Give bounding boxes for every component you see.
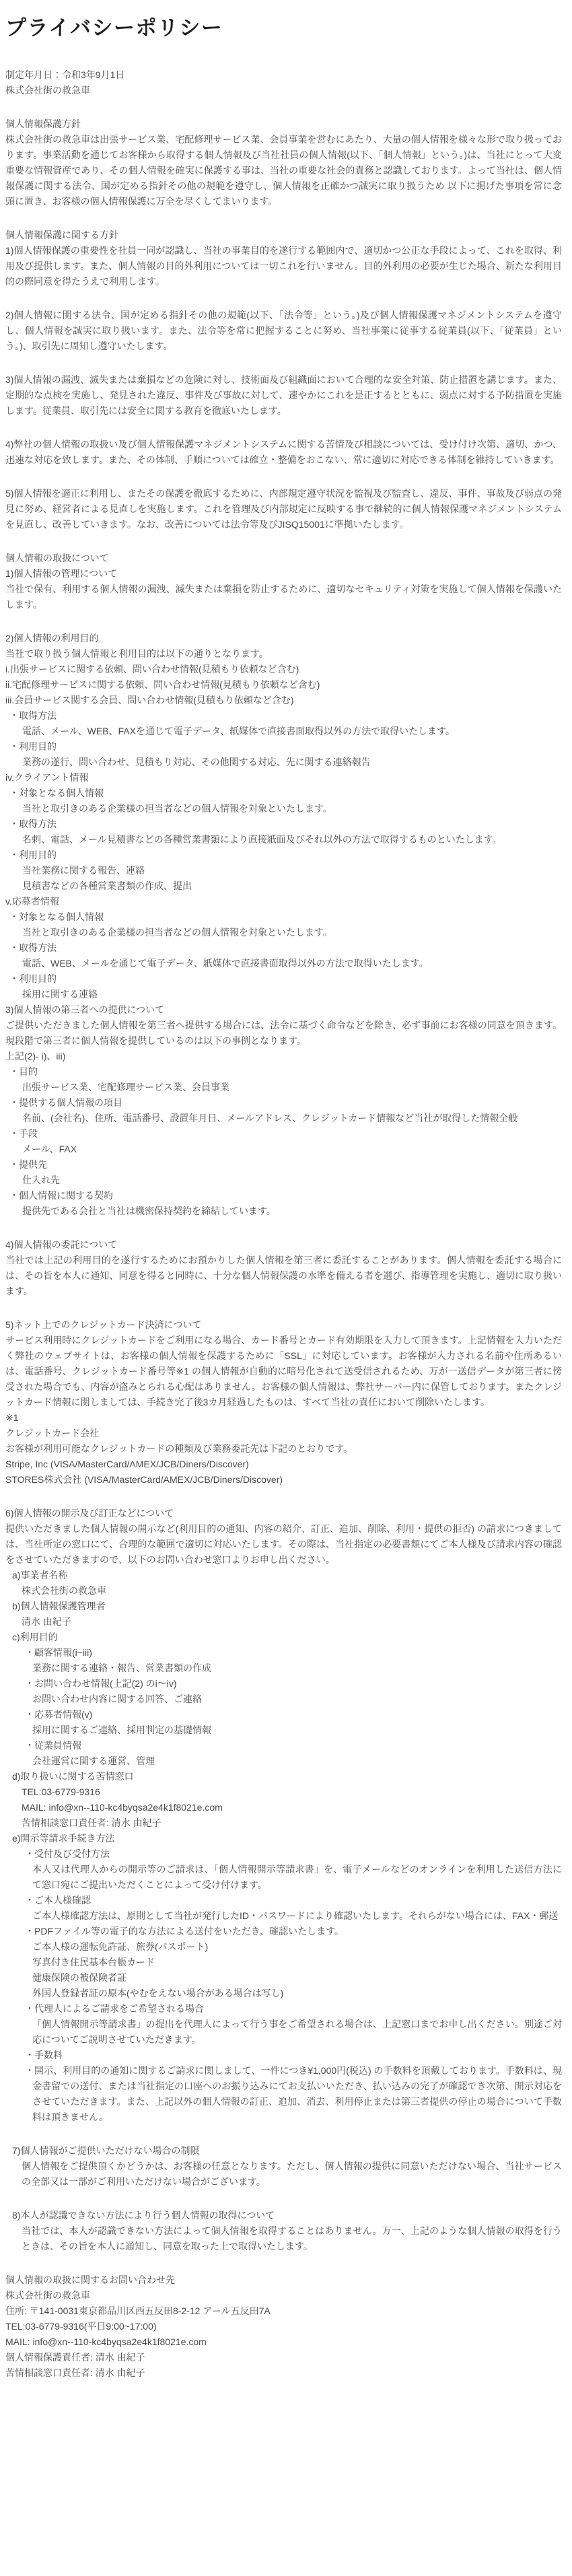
doc-line: ・ご本人様確認 bbox=[25, 1895, 91, 1906]
doc-line: ・取得方法 bbox=[9, 710, 57, 721]
doc-line: クレジットカード会社 bbox=[5, 1428, 100, 1438]
doc-line: お客様が利用可能なクレジットカードの種類及び業務委託先は下記のとおりです。 bbox=[5, 1443, 353, 1454]
paragraph-block bbox=[5, 67, 562, 98]
doc-line: 3)個人情報の第三者への提供について bbox=[5, 1004, 165, 1015]
doc-line: 1)個人情報保護の重要性を社員一同が認識し、当社の事業目的を遂行する範囲内で、適切かつ公正な手段によって、これを取得、利用及び提供します。また、個人情報の目的外利用については一切これを行いません。目的外利用の必要が生じた場合、新たな利用目的の際同意を得たうえで利用します。 bbox=[5, 245, 562, 287]
doc-line: 電話、メール、WEB、FAXを通じて電子データ、紙媒体で直接書面取得以外の方法で取得いたします。 bbox=[22, 726, 455, 736]
doc-line: 外国人登録者証の原本(やむをえない場合がある場合は写し) bbox=[32, 1988, 284, 1998]
doc-line: 当社で保有、利用する個人情報の漏洩、滅失または棄損を防止するために、適切なセキュリティ対策を実施して個人情報を保護いたします。 bbox=[5, 584, 562, 610]
paragraph-block bbox=[5, 1237, 562, 1299]
doc-line: ・従業員情報 bbox=[25, 1740, 81, 1751]
doc-line: ・取得方法 bbox=[9, 942, 57, 953]
doc-line: 提供先である会社と当社は機密保持契約を締結しています。 bbox=[22, 1206, 276, 1216]
doc-line: サービス利用時にクレジットカードをご利用になる場合、カード番号とカード有効期限を入力して頂きます。上記情報を入力いただく弊社のウェブサイトは、お客様の個人情報を保護するために「SSL」に対応しています。お客様が入力される名前や住所あるいは、電話番号、クレジットカード番号等※1 の個人情報が自動的に暗号化されて送受信されるため、万が一送信データが第三者に傍受された場合でも、内容が盗みとられる心配はありません。お客様の個人情報は、弊社サーバー内に保管しております。またクレジットカード情報に関しましては、手続き完了後3カ月経過したものは、すべて当社の責任において削除いたします。 bbox=[5, 1335, 562, 1407]
doc-line: e)開示等請求手続き方法 bbox=[12, 1833, 115, 1844]
paragraph-block bbox=[5, 1317, 562, 1488]
doc-line: 1)個人情報の管理について bbox=[5, 568, 118, 579]
doc-line: i.出張サービスに関する依頼、問い合わせ情報(見積もり依頼など含む) bbox=[5, 664, 299, 674]
paragraph-block bbox=[5, 551, 562, 613]
doc-line: 電話、WEB、メールを通じて電子データ、紙媒体で直接書面取得以外の方法で取得いたします。 bbox=[22, 958, 429, 969]
doc-line: 採用に関する連絡 bbox=[22, 989, 98, 1000]
document-body bbox=[5, 67, 562, 2381]
doc-line: ・利用目的 bbox=[9, 973, 57, 984]
doc-line: 見積書などの各種営業書類の作成、提出 bbox=[22, 880, 192, 891]
doc-line: 8)本人が認識できない方法により行う個人情報の取得について bbox=[12, 2210, 275, 2221]
doc-line: ・開示、利用目的の通知に関するご請求に関しまして、一件につき¥1,000円(税込) の手数料を頂戴しております。手数料は、現金書留での送付、または当社指定の口座へのお振り込みにてお支払いいただき、払い込みの完了が確認でき次第、開示対応をさせていただきます。また、上記以外の個人情報の訂正、追加、消去、利用停止または第三者提供の停止の場合について手数料は頂きません。 bbox=[25, 2065, 562, 2122]
doc-line: ご本人様の運転免許証、旅券(パスポート) bbox=[32, 1941, 209, 1952]
paragraph-block bbox=[5, 486, 562, 532]
paragraph-block bbox=[5, 631, 562, 1219]
doc-line: 苦情相談窓口責任者: 清水 由紀子 bbox=[22, 1817, 162, 1828]
doc-line: 制定年月日：令和3年9月1日 bbox=[5, 69, 125, 80]
doc-line: 株式会社街の救急車 bbox=[5, 2290, 90, 2301]
doc-line: ii.宅配修理サービスに関する依頼、問い合わせ情報(見積もり依頼など含む) bbox=[5, 679, 320, 690]
doc-line: 出張サービス業、宅配修理サービス業、会員事業 bbox=[22, 1082, 229, 1092]
doc-line: 会社運営に関する運営、管理 bbox=[32, 1755, 155, 1766]
doc-line: 写真付き住民基本台帳カード bbox=[32, 1957, 155, 1968]
doc-line: 採用に関するご連絡、採用判定の基礎情報 bbox=[32, 1725, 211, 1735]
doc-line: 業務の遂行、問い合わせ、見積もり対応、その他関する対応、先に関する連絡報告 bbox=[22, 757, 371, 767]
doc-line: ・個人情報に関する契約 bbox=[9, 1190, 113, 1201]
doc-line: ・利用目的 bbox=[9, 741, 57, 752]
doc-line: ご提供いただきました個人情報を第三者へ提供する場合には、法令に基づく命令などを除き、必ず事前にお客様の同意を頂きます。現段階で第三者に個人情報を提供しているのは以下の事例となります。 bbox=[5, 1020, 562, 1046]
doc-line: ・利用目的 bbox=[9, 849, 57, 860]
paragraph-block bbox=[5, 228, 562, 289]
doc-line: 個人情報の取扱について bbox=[5, 553, 109, 563]
doc-line: 当社業務に関する報告、連絡 bbox=[22, 865, 145, 876]
doc-line: TEL:03-6779-9316(平日9:00~17:00) bbox=[5, 2321, 157, 2332]
doc-line: ・取得方法 bbox=[9, 819, 57, 829]
doc-line: 名刺、電話、メール見積書などの各種営業書類により直接紙面及びそれ以外の方法で取得するものといたします。 bbox=[22, 834, 502, 845]
doc-line: 「個人情報開示等請求書」の提出を代理人によって行う事をご希望される場合は、上記窓口までお申し出ください。別途ご対応についてご説明させていただきます。 bbox=[32, 2019, 562, 2045]
doc-line: ・対象となる個人情報 bbox=[9, 788, 104, 798]
doc-line: 株式会社街の救急車 bbox=[22, 1585, 106, 1596]
doc-line: MAIL: info@xn--110-kc4byqsa2e4k1f8021e.com bbox=[5, 2336, 207, 2347]
doc-line: ・応募者情報(v) bbox=[25, 1709, 93, 1720]
doc-line: 個人情報保護方針 bbox=[5, 118, 81, 129]
doc-line: ・PDFファイル等の電子的な方法による送付をいただき、確認いたします。 bbox=[25, 1926, 345, 1937]
doc-line: 苦情相談窓口責任者: 清水 由紀子 bbox=[5, 2367, 145, 2378]
paragraph-block bbox=[5, 2272, 562, 2381]
doc-line: ・目的 bbox=[9, 1066, 38, 1077]
paragraph-block bbox=[5, 308, 562, 354]
doc-line: c)利用目的 bbox=[12, 1632, 58, 1642]
doc-line: ・受付及び受付方法 bbox=[25, 1848, 110, 1859]
doc-line: iv.クライアント情報 bbox=[5, 772, 89, 783]
doc-line: メール、FAX bbox=[22, 1144, 77, 1154]
doc-line: 2)個人情報に関する法令、国が定める指針その他の規範(以下、「法令等」という。)及び個人情報保護マネジメントシステムを遵守し、個人情報を誠実に取り扱います。また、法令等を常に把握することに努め、当社事業に従事する従業員(以下、「従業員」という。)、取引先に周知し遵守いたします。 bbox=[5, 310, 562, 351]
paragraph-block bbox=[5, 2143, 562, 2190]
doc-line: 本人又は代理人からの開示等のご請求は、「個人情報開示等請求書」を、電子メールなどのオンラインを利用した送信方法にて窓口宛にご提出いただくことによって受け付けます。 bbox=[32, 1864, 562, 1890]
doc-line: TEL:03-6779-9316 bbox=[22, 1786, 100, 1797]
doc-line: 6)個人情報の開示及び訂正などについて bbox=[5, 1508, 174, 1519]
doc-line: STORES株式会社 (VISA/MasterCard/AMEX/JCB/Diners/Discover) bbox=[5, 1474, 283, 1485]
paragraph-block bbox=[5, 437, 562, 468]
doc-line: 名前、(会社名)、住所、電話番号、設置年月日、メールアドレス、クレジットカード情報など当社が取得した情報全般 bbox=[22, 1113, 518, 1123]
doc-line: 個人情報をご提供頂くかどうかは、お客様の任意となります。ただし、個人情報の提供に同意いただけない場合、当社サービスの全部又は一部がご利用いただけない場合がございます。 bbox=[22, 2161, 562, 2187]
paragraph-block bbox=[5, 1506, 562, 2125]
doc-line: 仕入れ先 bbox=[22, 1175, 60, 1185]
doc-line: ・対象となる個人情報 bbox=[9, 911, 104, 922]
doc-line: 3)個人情報の漏洩、滅失または棄損などの危険に対し、技術面及び組織面において合理的な安全対策、防止措置を講じます。また、定期的な点検を実施し、発見された違反、事件及び事故に対して、速やかにこれを是正するとともに、弱点に対する予防措置を実施します。従業員、取引先には安全に関する教育を徹底いたします。 bbox=[5, 374, 562, 416]
doc-line: 5)個人情報を適正に利用し、またその保護を徹底するために、内部規定遵守状況を監視及び監査し、違反、事件、事故及び弱点の発見に努め、経営者による見直しを実施します。これを管理及び内部規定に反映する事で継続的に個人情報保護マネジメントシステムを見直し、改善していきます。なお、改善については法令等及びJISQ15001に準拠いたします。 bbox=[5, 488, 562, 530]
doc-line: d)取り扱いに関する苦情窓口 bbox=[12, 1771, 134, 1782]
doc-line: Stripe, Inc (VISA/MasterCard/AMEX/JCB/Diners/Discover) bbox=[5, 1459, 249, 1469]
doc-line: a)事業者名称 bbox=[12, 1570, 68, 1580]
paragraph-block bbox=[5, 372, 562, 419]
doc-line: 当社で取り扱う個人情報と利用目的は以下の通りとなります。 bbox=[5, 648, 269, 659]
doc-line: ・顧客情報(i~iii) bbox=[25, 1647, 92, 1658]
doc-line: 株式会社街の救急車は出張サービス業、宅配修理サービス業、会員事業を営むにあたり、大量の個人情報を様々な形で取り扱っております。事業活動を通じてお客様から取得する個人情報及び当社社員の個人情報(以下、「個人情報」という。)は、当社にとって大変重要な情報資産であり、その個人情報を確実に保護する事は、当社の重要な社会的責務と認識しております。よって当社は、個人情報保護に関する法令、国が定める指針その他の規範を遵守し、個人情報を正確かつ誠実に取り扱うため 以下に掲げた事項を常に念頭に置き、お客様の個人情報保護に万全を尽くしてまいります。 bbox=[5, 134, 562, 207]
doc-line: 株式会社街の救急車 bbox=[5, 85, 90, 96]
doc-line: ・提供先 bbox=[9, 1159, 47, 1170]
doc-line: 清水 由紀子 bbox=[22, 1616, 71, 1627]
doc-line: 個人情報保護に関する方針 bbox=[5, 230, 118, 240]
doc-line: 当社では、本人が認識できない方法によって個人情報を取得することはありません。万一、上記のような個人情報の取得を行うときは、その旨を本人に通知し、同意を取った上で取得いたします。 bbox=[22, 2225, 562, 2252]
doc-line: ・お問い合わせ情報(上記(2) のi～iv) bbox=[25, 1678, 177, 1689]
doc-line: 個人情報の取扱に関するお問い合わせ先 bbox=[5, 2274, 175, 2285]
doc-line: b)個人情報保護管理者 bbox=[12, 1601, 106, 1611]
doc-line: 2)個人情報の利用目的 bbox=[5, 633, 99, 643]
doc-line: 5)ネット上でのクレジットカード決済について bbox=[5, 1319, 202, 1330]
doc-line: 4)個人情報の委託について bbox=[5, 1239, 118, 1250]
doc-line: 当社では上記の利用目的を遂行するためにお預かりした個人情報を第三者に委託することがあります。個人情報を委託する場合には、その旨を本人に通知、同意を得ると同時に、十分な個人情報保護の水準を備える者を選び、指導管理を実施し、適切に取り扱います。 bbox=[5, 1255, 562, 1296]
doc-line: 7)個人情報がご提供いただけない場合の制限 bbox=[12, 2145, 200, 2156]
doc-line: 4)弊社の個人情報の取扱い及び個人情報保護マネジメントシステムに関する苦情及び相談については、受け付け次第、適切、かつ、迅速な対応を致します。また、その体制、手順については確立・整備をおこない、常に適切に対応できる体制を維持していきます。 bbox=[5, 439, 562, 465]
doc-line: ・代理人によるご請求をご希望される場合 bbox=[25, 2003, 204, 2014]
doc-line: iii.会員サービス関する会員、問い合わせ情報(見積もり依頼など含む) bbox=[5, 695, 294, 705]
doc-line: MAIL: info@xn--110-kc4byqsa2e4k1f8021e.com bbox=[22, 1802, 223, 1813]
doc-line: 個人情報保護責任者: 清水 由紀子 bbox=[5, 2352, 145, 2363]
doc-line: 上記(2)- i)、iii) bbox=[5, 1051, 66, 1061]
paragraph-block bbox=[5, 2208, 562, 2254]
doc-line: お問い合わせ内容に関する回答、ご連絡 bbox=[32, 1694, 202, 1704]
doc-line: ・手段 bbox=[9, 1128, 38, 1139]
doc-line: ※1 bbox=[5, 1412, 19, 1423]
doc-line: 住所: 〒141-0031東京都品川区西五反田8-2-12 アール五反田7A bbox=[5, 2305, 271, 2316]
doc-line: 業務に関する連絡・報告、営業書類の作成 bbox=[32, 1663, 211, 1673]
doc-line: 当社と取引きのある企業様の担当者などの個人情報を対象といたします。 bbox=[22, 803, 332, 814]
doc-line: 健康保険の被保険者証 bbox=[32, 1972, 127, 1983]
paragraph-block bbox=[5, 116, 562, 209]
doc-line: 提供いただきました個人情報の開示など(利用目的の通知、内容の紹介、訂正、追加、削除、利用・提供の拒否) の請求につきましては、当社所定の窓口にて、合理的な範囲で適切に対応いたします。その際は、当社指定の必要書類にてご本人様及び請求内容の確認をさせていただきますので、以下のお問い合わせ窓口よりお申し出ください。 bbox=[5, 1523, 562, 1565]
doc-line: ご本人様確認方法は、原則として当社が発行したID・パスワードにより確認いたします。それらがない場合には、FAX・郵送 bbox=[32, 1910, 559, 1921]
doc-line: v.応募者情報 bbox=[5, 896, 59, 907]
doc-line: ・手数料 bbox=[25, 2050, 63, 2060]
page-title: プライバシーポリシー bbox=[5, 16, 223, 40]
doc-line: ・提供する個人情報の項目 bbox=[9, 1097, 122, 1108]
doc-line: 当社と取引きのある企業様の担当者などの個人情報を対象といたします。 bbox=[22, 927, 332, 938]
